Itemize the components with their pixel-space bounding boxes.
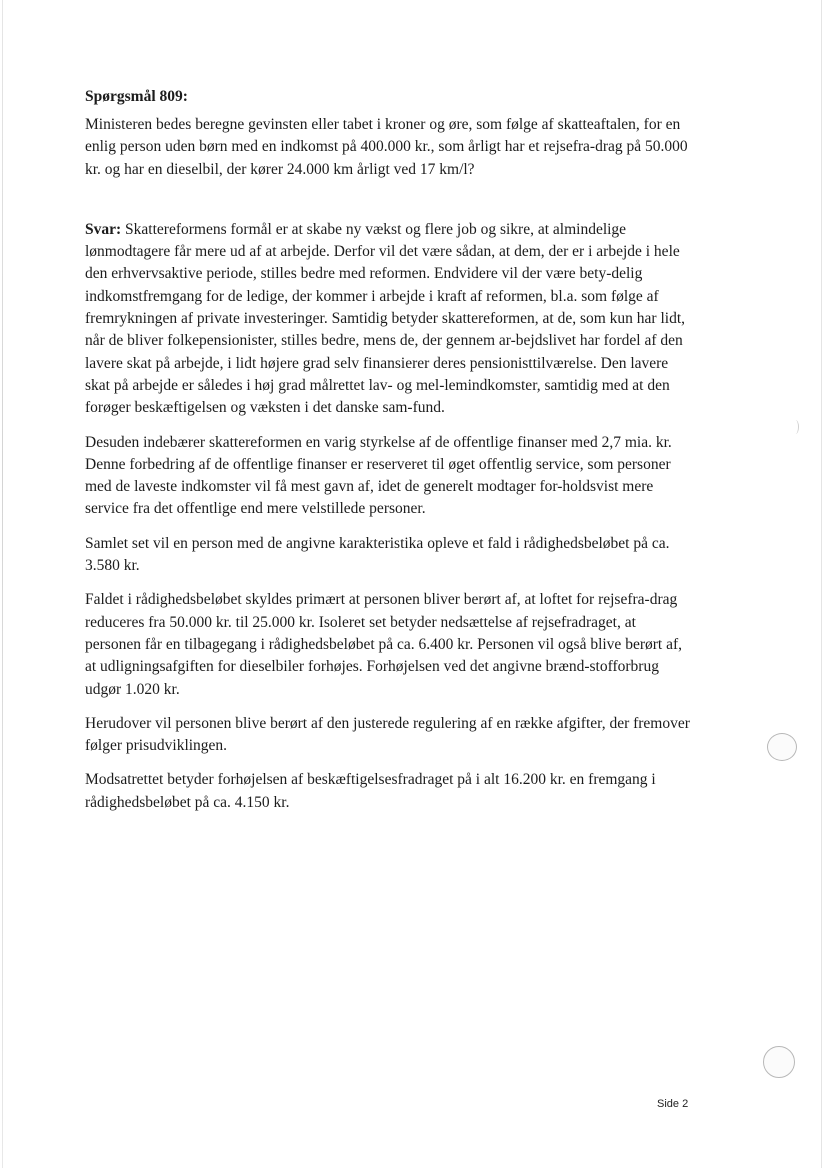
answer-paragraph-1 (85, 219, 690, 420)
scan-mark (792, 420, 799, 434)
question-heading: Spørgsmål 809: (85, 88, 188, 105)
answer-label: Svar: (85, 220, 122, 238)
answer-paragraph-2: Desuden indebærer skattereformen en varig styrkelse af de offentlige finanser med 2,7 mia. kr. Denne forbedring af de offentlige finanser er reserveret til øget offentlig service, som personer med de laveste indkomster vil få mest gavn af, idet de generelt modtager for-holdsvist mere service fra det offentlige end mere velstillede personer. (85, 433, 672, 518)
scan-edge-left (2, 0, 3, 1168)
answer-paragraph-4: Faldet i rådighedsbeløbet skyldes primært at personen bliver berørt af, at loftet for rejsefra-drag reduceres fra 50.000 kr. til 25.000 kr. Isoleret set betyder nedsættelse af rejsefradraget, at personen får en tilbagegang i rådighedsbeløbet på ca. 6.400 kr. Personen vil også blive berørt af, at udligningsafgiften for dieselbiler forhøjes. Forhøjelsen ved det angivne brænd-stofforbrug udgør 1.020 kr. (85, 591, 682, 698)
document-body (85, 86, 690, 826)
punch-hole-bottom (763, 1046, 795, 1078)
punch-hole-top (767, 733, 797, 761)
answer-paragraph-1-text: Skattereformens formål er at skabe ny vækst og flere job og sikre, at almindelige lønmodtagere får mere ud af at arbejde. Derfor vil det være sådan, at dem, der er i arbejde i hele den erhvervsaktive periode, stilles bedre med reformen. Endvidere vil der være bety-delig indkomstfremgang for de ledige, der kommer i arbejde i kraft af reformen, bl.a. som følge af fremrykningen af private investeringer. Samtidig betyder skattereformen, at de, som kun har lidt, når de bliver folkepensionister, stilles bedre, mens de, der gennem ar-bejdslivet har fordel af den lavere skat på arbejde, i lidt højere grad selv finansierer deres pensionisttilværelse. Den lavere skat på arbejde er således i høj grad målrettet lav- og mel-lemindkomster, samtidig med at den forøger beskæftigelsen og væksten i det danske sam-fund. (85, 220, 686, 417)
answer-paragraph-5: Herudover vil personen blive berørt af den justerede regulering af en række afgifter, der fremover følger prisudviklingen. (85, 714, 690, 755)
page-number: Side 2 (657, 1098, 689, 1110)
answer-paragraph-6: Modsatrettet betyder forhøjelsen af beskæftigelsesfradraget på i alt 16.200 kr. en fremgang i rådighedsbeløbet på ca. 4.150 kr. (85, 771, 656, 811)
answer-paragraph-3: Samlet set vil en person med de angivne karakteristika opleve et fald i rådighedsbeløbet på ca. 3.580 kr. (85, 534, 670, 575)
question-text: Ministeren bedes beregne gevinsten eller tabet i kroner og øre, som følge af skatteaftalen, for en enlig person uden børn med en indkomst på 400.000 kr., som årligt har et rejsefra-drag på 50.000 kr. og har en dieselbil, der kører 24.000 km årligt ved 17 km/l? (85, 116, 688, 178)
scan-edge-right (821, 0, 822, 1168)
